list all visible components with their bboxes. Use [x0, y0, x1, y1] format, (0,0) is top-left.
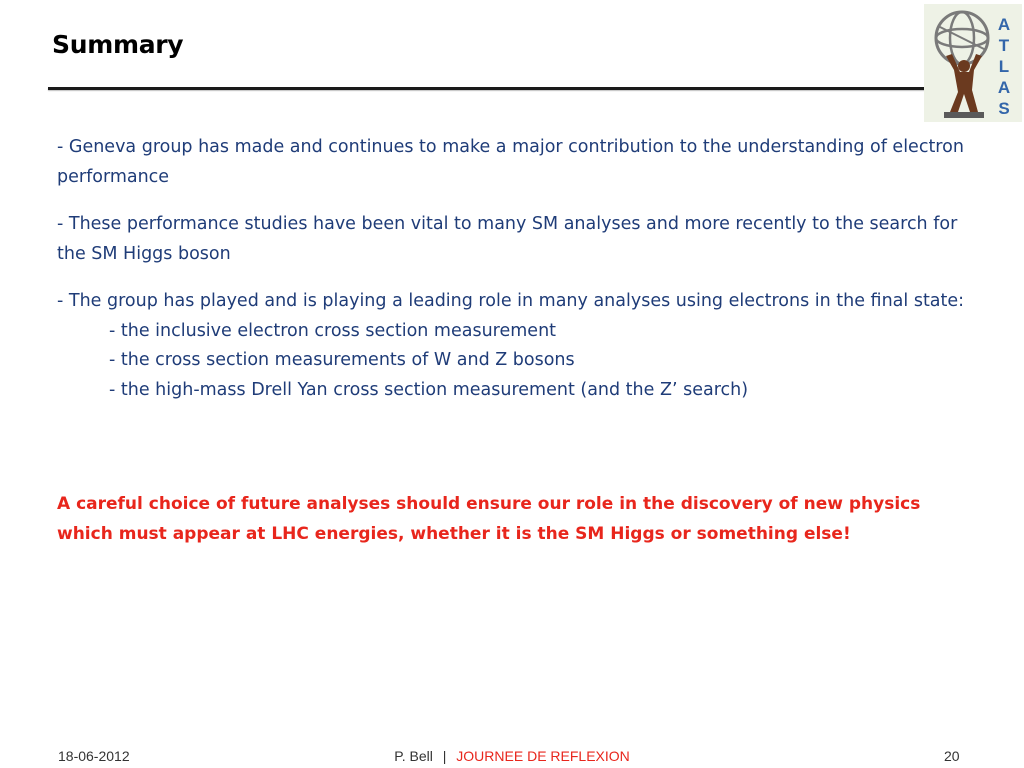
bullet-sm-analyses: - These performance studies have been vital to many SM analyses and more recently to the search for the SM Higgs boson [57, 214, 958, 264]
title-underline [48, 87, 926, 90]
logo-letter: S [998, 99, 1010, 118]
slide-title: Summary [52, 30, 184, 59]
footer-author: P. Bell [394, 748, 433, 764]
footer-date: 18-06-2012 [58, 748, 130, 764]
footer-separator: | [442, 748, 447, 764]
logo-letter: A [997, 15, 1011, 34]
logo-letter: A [997, 78, 1011, 97]
bullet-leading-role: - The group has played and is playing a leading role in many analyses using electrons in the final state: [57, 291, 965, 311]
sub-bullet-inclusive-electron: - the inclusive electron cross section measurement [109, 320, 557, 341]
footer-center [0, 748, 1024, 764]
atlas-logo [924, 4, 1022, 122]
atlas-titan-globe-icon [924, 4, 1022, 122]
sub-bullet-w-z-bosons: - the cross section measurements of W and Z bosons [109, 350, 575, 370]
slide-body [57, 133, 967, 405]
logo-letter: L [998, 57, 1010, 76]
sub-bullet-drell-yan: - the high-mass Drell Yan cross section measurement (and the Z’ search) [109, 379, 749, 400]
page-number: 20 [944, 748, 960, 764]
footer-event-name: JOURNEE DE REFLEXION [456, 748, 630, 764]
logo-letter: T [998, 36, 1010, 55]
bullet-electron-performance: - Geneva group has made and continues to make a major contribution to the understanding of electron performance [57, 137, 964, 187]
callout-statement: A careful choice of future analyses should ensure our role in the discovery of new physics which must appear at LHC energies, whether it is the SM Higgs or something else! [57, 494, 921, 544]
